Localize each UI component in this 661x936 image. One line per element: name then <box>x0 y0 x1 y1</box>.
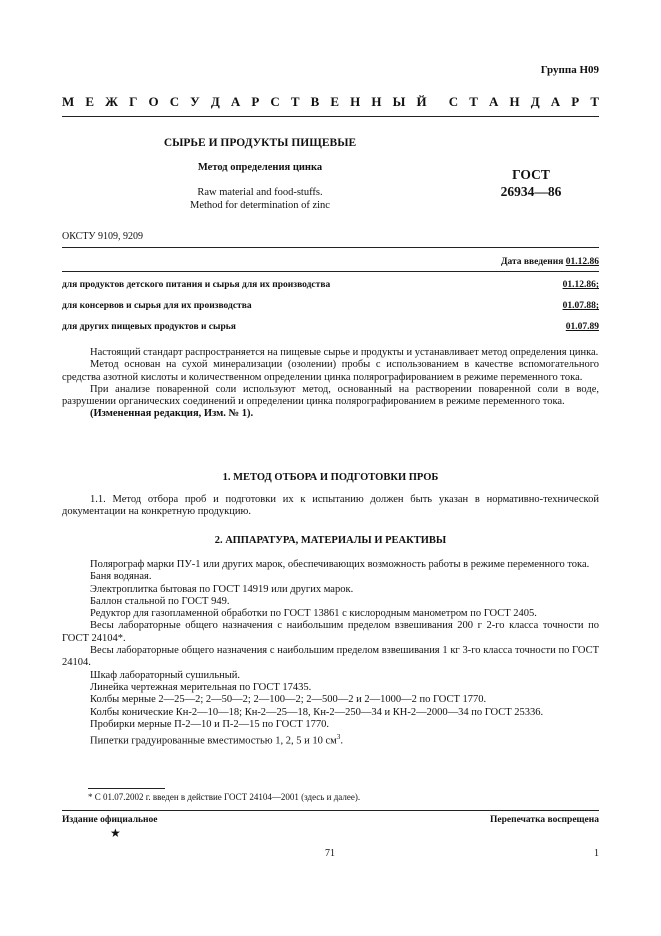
section-1-heading: 1. МЕТОД ОТБОРА И ПОДГОТОВКИ ПРОБ <box>222 472 439 483</box>
okstu-code: ОКСТУ 9109, 9209 <box>62 231 144 242</box>
list-item: Весы лабораторные общего назначения с наибольшим пределом взвешивания 1 кг 3-го класса точности по ГОСТ 24104. <box>62 645 599 669</box>
section-2-list <box>62 559 599 748</box>
list-item <box>62 731 599 748</box>
en-title-line-1: Raw material and food-stuffs. <box>197 187 323 198</box>
banner-letter: Т <box>469 94 478 109</box>
official-edition-label: Издание официальное <box>62 815 158 825</box>
banner-letter: В <box>310 94 320 109</box>
banner-letter: С <box>169 94 180 109</box>
gost-id <box>466 166 596 200</box>
doc-title: СЫРЬЕ И ПРОДУКТЫ ПИЩЕВЫЕ <box>163 137 357 149</box>
banner-letter: У <box>190 94 200 109</box>
date-row-label: для других пищевых продуктов и сырья <box>62 322 236 332</box>
date-row <box>62 322 599 332</box>
intro-date-label: Дата введения <box>500 257 564 267</box>
paragraph: Настоящий стандарт распространяется на пищевые сырье и продукты и устанавливает метод определения цинка. <box>90 347 599 358</box>
list-item: Колбы мерные 2—25—2; 2—50—2; 2—100—2; 2—500—2 и 2—1000—2 по ГОСТ 1770. <box>90 694 487 706</box>
banner-letter: Е <box>330 94 340 109</box>
en-title-line-2: Method for determination of zinc <box>190 200 330 211</box>
footnote-divider <box>88 788 165 789</box>
okstu-divider <box>62 247 599 248</box>
banner-letter: С <box>448 94 459 109</box>
gost-number: 26934—86 <box>500 184 562 199</box>
date-row <box>62 301 599 311</box>
date-row-value: 01.07.88; <box>562 301 599 311</box>
banner-letter: Т <box>290 94 300 109</box>
dates-divider <box>62 271 599 272</box>
list-item: Баня водяная. <box>90 571 152 583</box>
banner-letter: Р <box>251 94 260 109</box>
amendment-note: (Измененная редакция, Изм. № 1). <box>90 408 254 420</box>
banner-letter: Е <box>85 94 95 109</box>
banner-letter: О <box>148 94 159 109</box>
footnote: * С 01.07.2002 г. введен в действие ГОСТ 24104—2001 (здесь и далее). <box>88 792 361 802</box>
doc-subtitle: Метод определения цинка <box>197 162 323 173</box>
banner-letter: М <box>62 94 75 109</box>
banner-divider <box>62 116 599 117</box>
banner-letter: Д <box>210 94 220 109</box>
gost-label: ГОСТ <box>512 167 550 182</box>
banner-letter: Г <box>129 94 138 109</box>
section-1-text <box>62 494 599 519</box>
list-item: Пробирки мерные П-2—10 и П-2—15 по ГОСТ 1770. <box>90 718 329 730</box>
banner-letter: Н <box>350 94 361 109</box>
list-item: Шкаф лабораторный сушильный. <box>90 669 241 681</box>
banner-letter: А <box>230 94 241 109</box>
banner-letter: Н <box>371 94 382 109</box>
list-item: Полярограф марки ПУ-1 или других марок, обеспечивающих возможность работы в режиме переменного тока. <box>90 559 590 570</box>
banner-letter: Д <box>530 94 540 109</box>
date-row <box>62 280 599 290</box>
date-row-value: 01.12.86; <box>562 280 599 290</box>
standard-banner <box>62 94 599 110</box>
list-item: Редуктор для газопламенной обработки по ГОСТ 13861 с кислородным манометром по ГОСТ 2405. <box>90 608 537 620</box>
intro-date-value: 01.12.86 <box>565 257 599 267</box>
list-item: Колбы конические Кн-2—10—18; Кн-2—25—18, Кн-2—250—34 и КН-2—2000—34 по ГОСТ 25336. <box>90 706 544 718</box>
list-item-text: Пипетки градуированные вместимостью 1, 2, 5 и 10 см <box>90 735 337 747</box>
banner-letter: Т <box>590 94 599 109</box>
banner-letter: А <box>489 94 499 109</box>
date-row-label: для консервов и сырья для их производства <box>62 301 252 311</box>
list-item: Баллон стальной по ГОСТ 949. <box>90 595 230 607</box>
sheet-number: 1 <box>594 848 599 859</box>
group-code: Группа Н09 <box>540 64 599 76</box>
doc-title-en <box>62 186 458 212</box>
banner-letter: С <box>270 94 280 109</box>
list-item-end: . <box>340 735 343 747</box>
date-row-value: 01.07.89 <box>565 322 599 332</box>
intro-text <box>62 347 599 421</box>
banner-letter: Ы <box>392 94 406 109</box>
banner-letter: А <box>550 94 561 109</box>
intro-date-row <box>62 257 599 267</box>
banner-letter: Н <box>509 94 520 109</box>
date-row-label: для продуктов детского питания и сырья для их производства <box>62 280 331 290</box>
banner-letter: Й <box>416 94 427 109</box>
footer-divider <box>62 810 599 811</box>
banner-letter: Р <box>571 94 580 109</box>
list-item: Линейка чертежная мерительная по ГОСТ 17435. <box>90 681 312 693</box>
star-icon: ★ <box>110 826 121 840</box>
page-number: 71 <box>325 848 335 859</box>
paragraph: 1.1. Метод отбора проб и подготовки их к испытанию должен быть указан в нормативно-технической документации на конкретную продукцию. <box>62 494 599 518</box>
section-2-heading: 2. АППАРАТУРА, МАТЕРИАЛЫ И РЕАКТИВЫ <box>214 535 447 546</box>
list-item: Весы лабораторные общего назначения с наибольшим пределом взвешивания 200 г 2-го класса точности по ГОСТ 24104*. <box>62 620 599 644</box>
list-item: Электроплитка бытовая по ГОСТ 14919 или других марок. <box>90 583 354 595</box>
superscript: 3 <box>336 733 341 742</box>
reprint-prohibited-label: Перепечатка воспрещена <box>489 815 599 825</box>
banner-letter: Ж <box>105 94 118 109</box>
paragraph: Метод основан на сухой минерализации (озолении) пробы с использованием в качестве вспомогательного средства азотной кислоты и количественном определении цинка полярографированием в режиме переменного тока. <box>62 359 599 383</box>
paragraph: При анализе поваренной соли используют метод, основанный на растворении поваренной соли в воде, разрушении органических соединений и определении цинка полярографированием в режиме переменного тока. <box>62 383 599 408</box>
